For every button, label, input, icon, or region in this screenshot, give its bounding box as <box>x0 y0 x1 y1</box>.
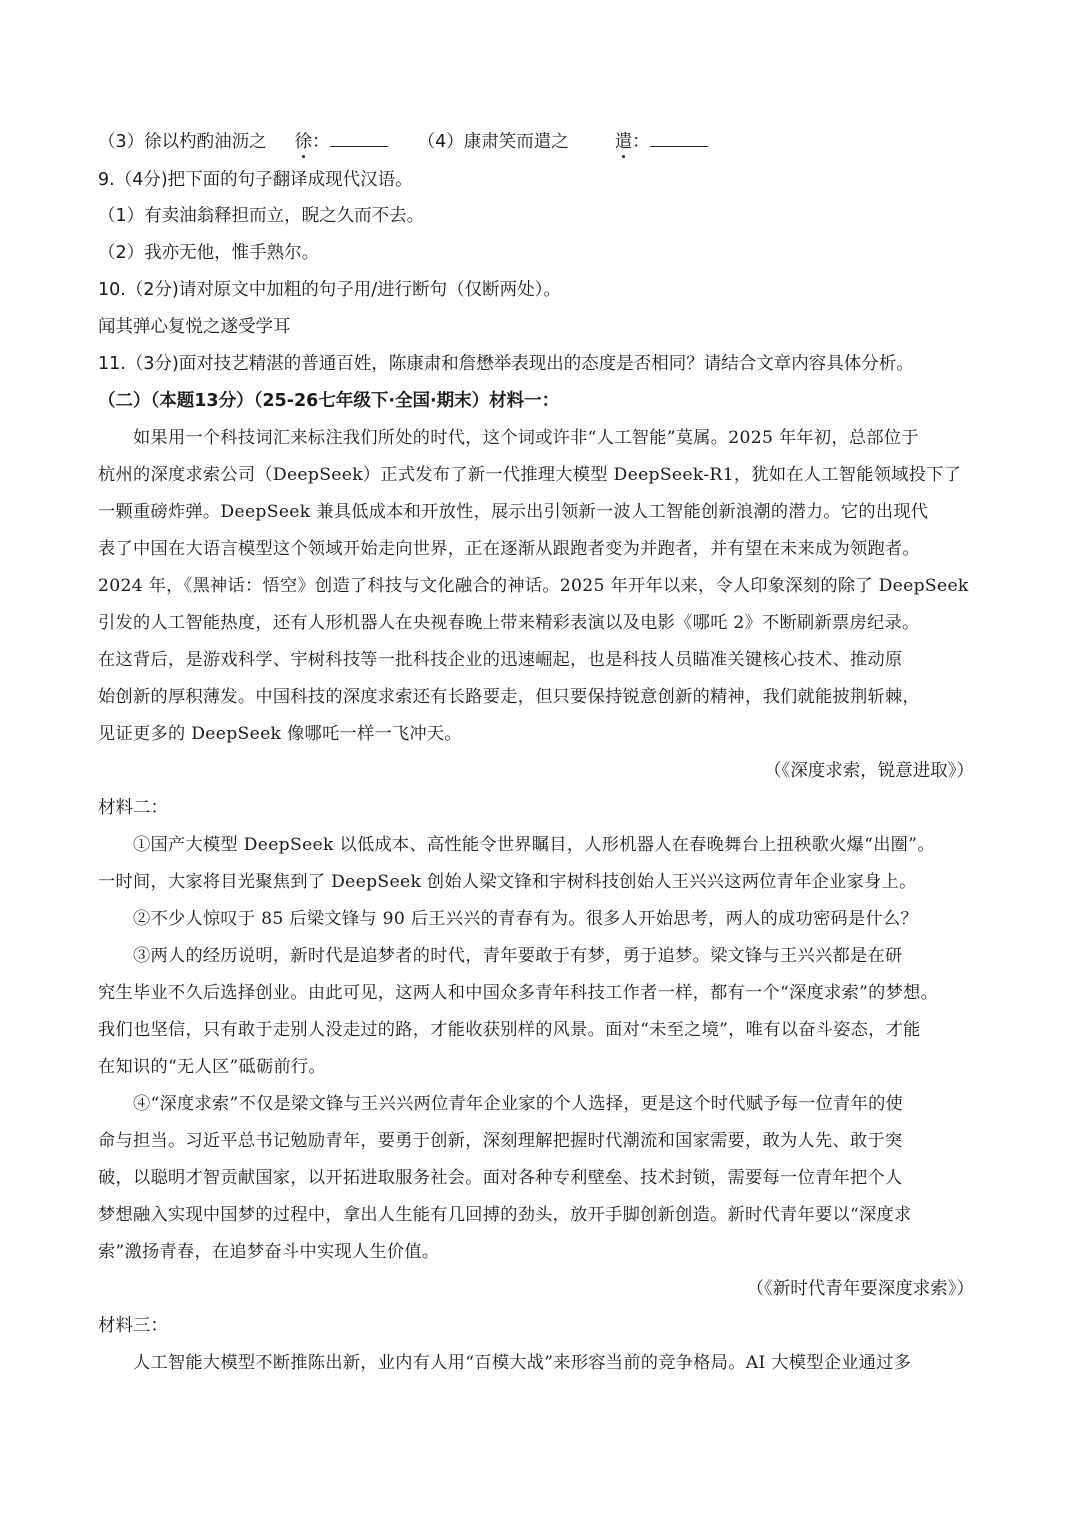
q8-item4-colon: ： <box>632 132 650 152</box>
material1-line: 见证更多的 DeepSeek 像哪吒一样一飞冲天。 <box>98 724 462 744</box>
material2-line: 破，以聪明才智贡献国家，以开拓进取服务社会。面对各种专利壁垒、技术封锁，需要每一位青年把个人 <box>98 1168 903 1188</box>
material2-line: 在知识的“无人区”砥砺前行。 <box>98 1057 327 1077</box>
q9-sentence-1: （1）有卖油翁释担而立，睨之久而不去。 <box>98 206 425 226</box>
material2-source: （《新时代青年要深度求索》） <box>746 1279 974 1299</box>
material2-line: 究生毕业不久后选择创业。由此可见，这两人和中国众多青年科技工作者一样，都有一个“深度求索”的梦想。 <box>98 983 939 1003</box>
q8-item3-label: （3）徐以杓酌油沥之 <box>98 132 267 152</box>
q9-prompt: 9.（4分)把下面的句子翻译成现代汉语。 <box>98 170 413 190</box>
q8-item4-label: （4）康肃笑而遣之 <box>417 132 569 152</box>
material3-line: 人工智能大模型不断推陈出新，业内有人用“百模大战”来形容当前的竞争格局。AI 大模型企业通过多 <box>98 1353 912 1373</box>
material2-line: ③两人的经历说明，新时代是追梦者的时代，青年要敢于有梦，勇于追梦。梁文锋与王兴兴都是在研 <box>98 946 903 966</box>
q8-items-row <box>98 130 988 154</box>
q8-item3-colon: ： <box>312 132 330 152</box>
material2-line: 我们也坚信，只有敢于走别人没走过的路，才能收获别样的风景。面对“未至之境”，唯有以奋斗姿态，才能 <box>98 1020 921 1040</box>
material1-line: 如果用一个科技词汇来标注我们所处的时代，这个词或许非“人工智能”莫属。2025 年年初，总部位于 <box>98 428 919 448</box>
material2-line: 一时间，大家将目光聚焦到了 DeepSeek 创始人梁文锋和宇树科技创始人王兴兴这两位青年企业家身上。 <box>98 872 917 892</box>
material1-line: 在这背后，是游戏科学、宇树科技等一批科技企业的迅速崛起，也是科技人员瞄准关键核心技术、推动原 <box>98 650 903 670</box>
material1-line: 表了中国在大语言模型这个领域开始走向世界，正在逐渐从跟跑者变为并跑者，并有望在未来成为领跑者。 <box>98 539 920 559</box>
material2-line: 命与担当。习近平总书记勉励青年，要勇于创新，深刻理解把握时代潮流和国家需要，敢为人先、敢于突 <box>98 1131 903 1151</box>
material1-source: （《深度求索，锐意进取》） <box>764 761 974 781</box>
q8-item4-word: 遣 <box>614 132 633 152</box>
section2-heading: （二）（本题13分）（25-26七年级下·全国·期末）材料一： <box>98 391 560 411</box>
q9-sentence-2: （2）我亦无他，惟手熟尔。 <box>98 243 320 263</box>
q11-prompt: 11.（3分)面对技艺精湛的普通百姓，陈康肃和詹懋举表现出的态度是否相同？请结合文章内容具体分析。 <box>98 354 914 374</box>
q8-item3-word: 徐 <box>294 132 313 152</box>
material1-line: 2024 年，《黑神话：悟空》创造了科技与文化融合的神话。2025 年开年以来，令人印象深刻的除了 DeepSeek <box>98 576 969 596</box>
q8-item4-answer-blank[interactable] <box>650 130 708 147</box>
material2-line: 索”激扬青春，在追梦奋斗中实现人生价值。 <box>98 1242 440 1262</box>
material2-line: 梦想融入实现中国梦的过程中，拿出人生能有几回搏的劲头，放开手脚创新创造。新时代青年要以“深度求 <box>98 1205 912 1225</box>
material1-line: 始创新的厚积薄发。中国科技的深度求索还有长路要走，但只要保持锐意创新的精神，我们就能披荆斩棘， <box>98 687 920 707</box>
material2-line: ①国产大模型 DeepSeek 以低成本、高性能令世界瞩目，人形机器人在春晚舞台上扭秧歌火爆“出圈”。 <box>98 835 935 855</box>
q8-item3-answer-blank[interactable] <box>330 130 388 147</box>
material2-line: ④“深度求索”不仅是梁文锋与王兴兴两位青年企业家的个人选择，更是这个时代赋予每一位青年的使 <box>98 1094 904 1114</box>
material1-line: 杭州的深度求索公司（DeepSeek）正式发布了新一代推理大模型 DeepSeek-R1，犹如在人工智能领域投下了 <box>98 465 962 485</box>
q10-prompt: 10.（2分)请对原文中加粗的句子用/进行断句（仅断两处）。 <box>98 280 561 300</box>
material1-line: 引发的人工智能热度，还有人形机器人在央视春晚上带来精彩表演以及电影《哪吒 2》不断刷新票房纪录。 <box>98 613 920 633</box>
material2-line: ②不少人惊叹于 85 后梁文锋与 90 后王兴兴的青春有为。很多人开始思考，两人的成功密码是什么？ <box>98 909 918 929</box>
material3-heading: 材料三： <box>98 1316 168 1336</box>
material1-line: 一颗重磅炸弹。DeepSeek 兼具低成本和开放性，展示出引领新一波人工智能创新浪潮的潜力。它的出现代 <box>98 502 929 522</box>
material2-heading: 材料二： <box>98 798 168 818</box>
q10-sentence: 闻其弹心复悦之遂受学耳 <box>98 317 291 337</box>
